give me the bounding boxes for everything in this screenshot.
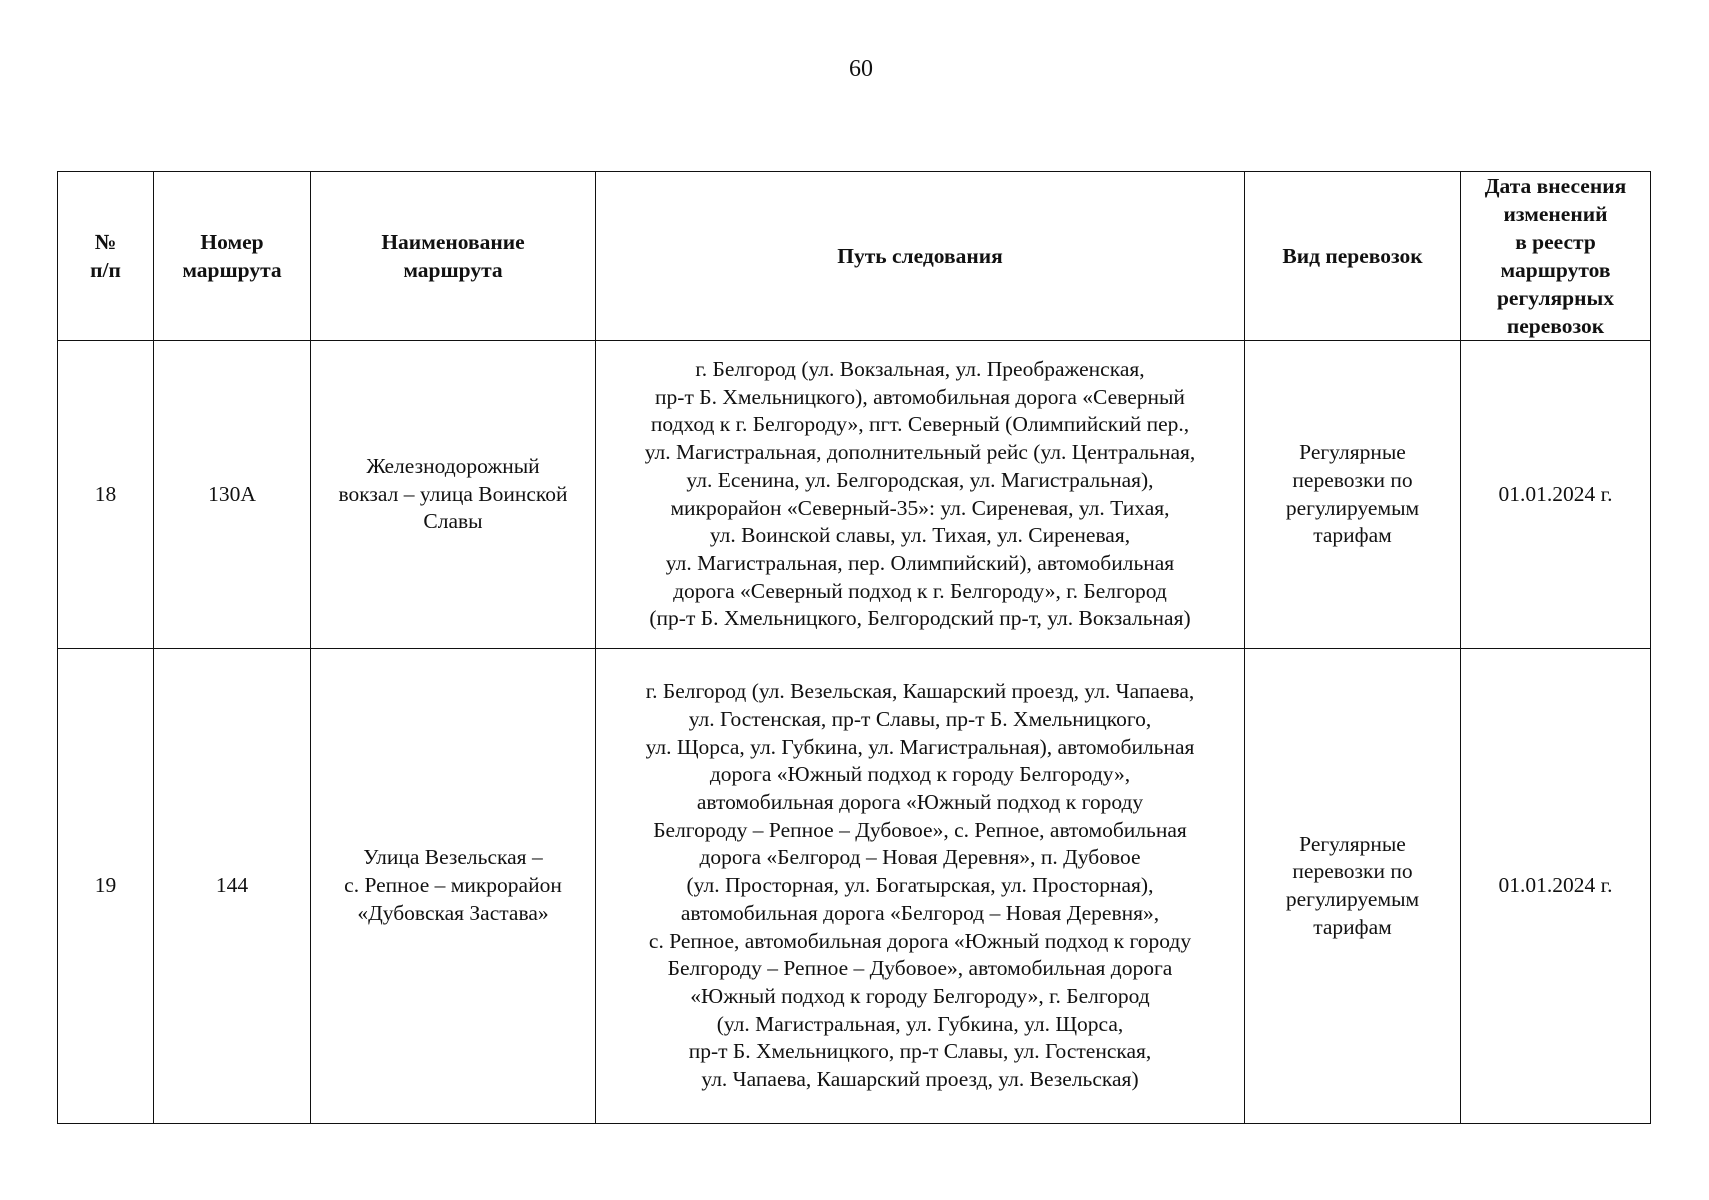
cell-transport-type: Регулярные перевозки по регулируемым тарифам <box>1245 341 1461 649</box>
table-row <box>58 649 1651 1124</box>
cell-route-name: Железнодорожный вокзал – улица Воинской Славы <box>311 341 596 649</box>
cell-registry-date: 01.01.2024 г. <box>1461 341 1651 649</box>
cell-transport-type: Регулярные перевозки по регулируемым тарифам <box>1245 649 1461 1124</box>
cell-path: г. Белгород (ул. Везельская, Кашарский проезд, ул. Чапаева, ул. Гостенская, пр-т Славы, пр-т Б. Хмельницкого, ул. Щорса, ул. Губкина, ул. Магистральная), автомобильная дорога «Южный подход к городу Белгороду», автомобильная дорога «Южный подход к городу Белгороду – Репное – Дубовое», с. Репное, автомобильная дорога «Белгород – Новая Деревня», п. Дубовое (ул. Просторная, ул. Богатырская, ул. Просторная), автомобильная дорога «Белгород – Новая Деревня», с. Репное, автомобильная дорога «Южный подход к городу Белгороду – Репное – Дубовое», автомобильная дорога «Южный подход к городу Белгороду», г. Белгород (ул. Магистральная, ул. Губкина, ул. Щорса, пр-т Б. Хмельницкого, пр-т Славы, ул. Гостенская, ул. Чапаева, Кашарский проезд, ул. Везельская) <box>596 649 1245 1124</box>
cell-num: 18 <box>58 341 154 649</box>
page-number: 60 <box>849 56 873 82</box>
header-registry-date: Дата внесения изменений в реестр маршрутов регулярных перевозок <box>1461 172 1651 341</box>
table-header-row <box>58 172 1651 341</box>
header-path: Путь следования <box>596 172 1245 341</box>
routes-table <box>57 171 1651 1124</box>
table-row <box>58 341 1651 649</box>
cell-num: 19 <box>58 649 154 1124</box>
cell-path: г. Белгород (ул. Вокзальная, ул. Преображенская, пр-т Б. Хмельницкого), автомобильная дорога «Северный подход к г. Белгороду», пгт. Северный (Олимпийский пер., ул. Магистральная, дополнительный рейс (ул. Центральная, ул. Есенина, ул. Белгородская, ул. Магистральная), микрорайон «Северный-35»: ул. Сиреневая, ул. Тихая, ул. Воинской славы, ул. Тихая, ул. Сиреневая, ул. Магистральная, пер. Олимпийский), автомобильная дорога «Северный подход к г. Белгороду», г. Белгород (пр-т Б. Хмельницкого, Белгородский пр-т, ул. Вокзальная) <box>596 341 1245 649</box>
header-num: № п/п <box>58 172 154 341</box>
cell-registry-date: 01.01.2024 г. <box>1461 649 1651 1124</box>
header-transport-type: Вид перевозок <box>1245 172 1461 341</box>
header-route-number: Номер маршрута <box>154 172 311 341</box>
cell-route-number: 130А <box>154 341 311 649</box>
cell-route-number: 144 <box>154 649 311 1124</box>
cell-route-name: Улица Везельская – с. Репное – микрорайон «Дубовская Застава» <box>311 649 596 1124</box>
header-route-name: Наименование маршрута <box>311 172 596 341</box>
